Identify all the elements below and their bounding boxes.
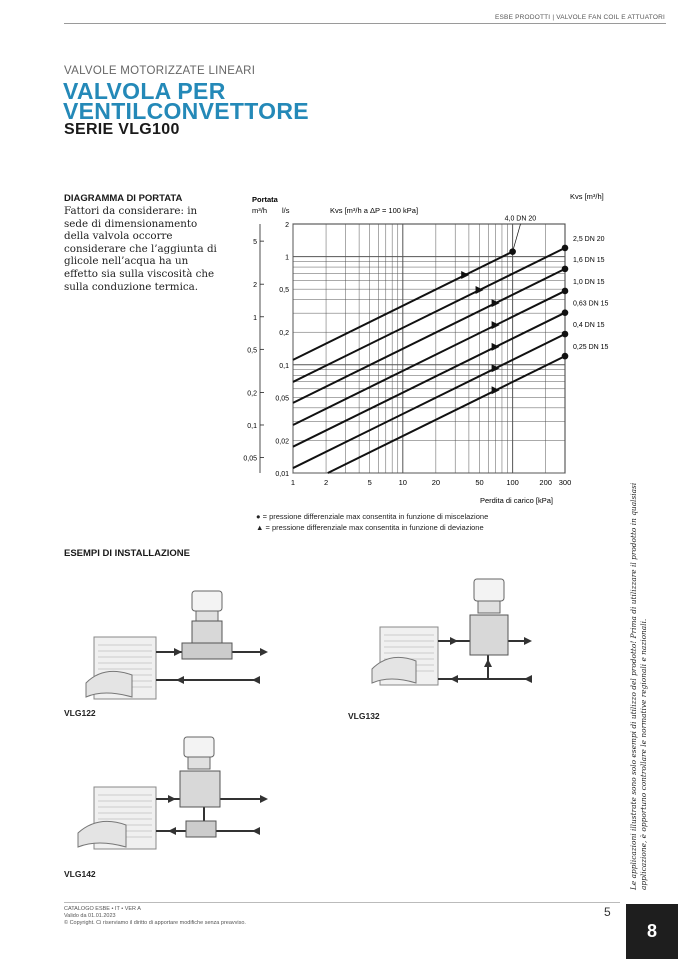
y-tick-label-ls: 0,2 — [279, 330, 289, 338]
y-tick-label-ls: 0,05 — [275, 395, 289, 403]
fan-coil-icon — [78, 787, 156, 849]
series-title: SERIE VLG100 — [64, 121, 180, 138]
y-tick-label-m3h: 5 — [253, 239, 257, 247]
installation-vlg122-label: VLG122 — [64, 708, 96, 718]
series-dot — [562, 266, 569, 273]
y-tick-label-ls: 0,01 — [275, 471, 289, 478]
fan-coil-icon — [86, 637, 156, 699]
installation-heading: ESEMPI DI INSTALLAZIONE — [64, 548, 190, 559]
series-label: 4,0 DN 20 — [504, 215, 537, 223]
y-tick-label-m3h: 1 — [253, 314, 257, 322]
series-label: 0,4 DN 15 — [573, 322, 605, 330]
y-tick-label-m3h: 0,2 — [247, 390, 257, 398]
legend-item-dot — [256, 512, 488, 521]
x-tick-label: 100 — [506, 478, 519, 487]
x-tick-label: 10 — [398, 478, 407, 487]
side-disclaimer-text: Le applicazioni illustrate sono solo esempi di utilizzo del prodotto! Prima di utilizzare il prodotto in qualsiasi applicazione, è opportuno controllare le normative regionali e nazionali. — [629, 482, 648, 890]
series-dot — [562, 309, 569, 316]
y-axis-units-m3h: m³/h — [252, 206, 267, 215]
legend-item-triangle — [256, 523, 484, 532]
header-divider — [64, 23, 666, 24]
footer-copyright: © Copyright. Ci riserviamo il diritto di apportare modifiche senza preavviso. — [64, 920, 246, 926]
valve-vlg142 — [180, 737, 220, 837]
flow-chart — [240, 185, 620, 505]
y-tick-label-m3h: 0,1 — [247, 422, 257, 430]
valve-vlg122 — [182, 591, 232, 659]
footer-validity: Valido da 01.01.2023 — [64, 913, 116, 919]
y-tick-label-ls: 0,5 — [279, 287, 289, 295]
triangle-symbol: ▲ — [256, 523, 264, 532]
y-tick-label-m3h: 2 — [253, 282, 257, 290]
x-tick-label: 20 — [431, 478, 441, 487]
installation-vlg142-drawing — [64, 735, 274, 855]
fan-coil-icon — [372, 627, 438, 685]
x-tick-label: 5 — [367, 478, 372, 487]
installation-vlg132-label: VLG132 — [348, 711, 380, 721]
x-tick-label: 50 — [475, 478, 484, 487]
series-dot — [562, 245, 569, 252]
x-axis-title: Perdita di carico [kPa] — [480, 496, 553, 505]
x-tick-label: 200 — [539, 478, 552, 487]
series-dot — [562, 288, 569, 295]
side-disclaimer — [629, 480, 648, 890]
footer-catalog: CATALOGO ESBE • IT • VER A — [64, 906, 141, 912]
kvs-axis-title: Kvs [m³/h] — [570, 192, 604, 201]
y-tick-label-ls: 0,1 — [279, 362, 289, 370]
y-axis-title: Portata — [252, 195, 278, 204]
series-label: 2,5 DN 20 — [573, 235, 605, 243]
diagram-heading: DIAGRAMMA DI PORTATA — [64, 193, 183, 204]
x-tick-label: 2 — [323, 478, 329, 487]
legend-text: = pressione differenziale max consentita in funzione di deviazione — [265, 523, 484, 532]
x-tick-label: 1 — [290, 478, 296, 487]
series-label: 0,25 DN 15 — [573, 344, 609, 352]
series-dot — [562, 353, 569, 360]
section-tab: 8 — [626, 904, 678, 959]
installation-vlg122-drawing — [64, 585, 274, 705]
valve-vlg132 — [470, 579, 508, 655]
series-dot — [562, 331, 569, 338]
y-tick-label-m3h: 0,5 — [247, 347, 257, 355]
y-axis-units-ls: l/s — [282, 206, 290, 215]
header-breadcrumb: ESBE PRODOTTI | VALVOLE FAN COIL E ATTUATORI — [494, 14, 665, 21]
y-tick-label-m3h: 0,05 — [243, 455, 257, 463]
footer — [64, 906, 246, 927]
installation-vlg132-drawing — [360, 575, 540, 695]
chart-title: Kvs [m³/h a ΔP = 100 kPa] — [330, 206, 419, 215]
series-label: 0,63 DN 15 — [573, 300, 609, 308]
y-tick-label-ls: 2 — [285, 222, 289, 229]
installation-vlg142-label: VLG142 — [64, 869, 96, 879]
page-title: VALVOLA PER VENTILCONVETTORE — [63, 78, 309, 124]
dot-symbol: ● — [256, 512, 261, 521]
category-label: VALVOLE MOTORIZZATE LINEARI — [64, 65, 256, 77]
x-tick-label: 300 — [558, 478, 572, 487]
footer-divider — [64, 902, 620, 903]
legend-text: = pressione differenziale max consentita in funzione di miscelazione — [262, 512, 489, 521]
page-number: 5 — [604, 905, 611, 919]
series-label: 1,6 DN 15 — [573, 256, 605, 264]
diagram-description: Fattori da considerare: in sede di dimensionamento della valvola occorre considerare che l’aggiunta di glicole nell’acqua ha un effetto sia sulla viscosità che sulla conduzione termica. — [64, 205, 217, 293]
series-label: 1,0 DN 15 — [573, 278, 605, 286]
y-tick-label-ls: 1 — [285, 254, 289, 262]
y-tick-label-ls: 0,02 — [275, 438, 289, 446]
